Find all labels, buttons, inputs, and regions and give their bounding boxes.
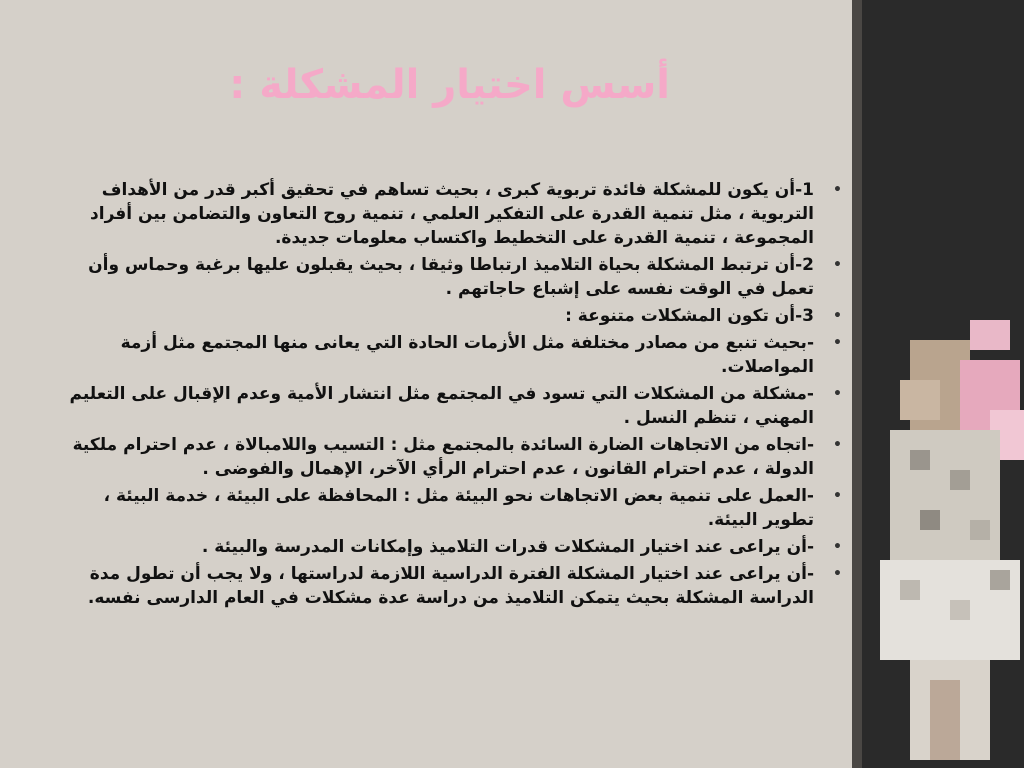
list-item-text: 1-أن يكون للمشكلة فائدة تربوية كبرى ، بحيث تساهم في تحقيق أكبر قدر من الأهداف التربوية ، مثل تنمية القدرة على التفكير العلمي ، تنمية روح التعاون والتضامن بين أفراد المجموعة ، تنمية القدرة على التخطيط واكتساب معلومات جديدة. — [90, 180, 814, 248]
slide-title: أسس اختيار المشكلة : — [229, 62, 670, 108]
bullet-icon: • — [833, 257, 842, 273]
list-item-text: -مشكلة من المشكلات التي تسود في المجتمع مثل انتشار الأمية وعدم الإقبال على التعليم المهني ، تنظم النسل . — [69, 384, 814, 428]
bullet-icon: • — [833, 308, 842, 324]
list-item — [60, 304, 844, 328]
bullet-icon: • — [833, 386, 842, 402]
list-item-text: -أن يراعى عند اختيار المشكلات قدرات التلاميذ وإمكانات المدرسة والبيئة . — [201, 537, 814, 557]
bullet-icon: • — [833, 566, 842, 582]
list-item — [60, 178, 844, 250]
bullet-icon: • — [833, 182, 842, 198]
list-item — [60, 433, 844, 481]
bullet-icon: • — [833, 488, 842, 504]
bullet-icon: • — [833, 335, 842, 351]
list-item — [60, 331, 844, 379]
list-item-text: -بحيث تنبع من مصادر مختلفة مثل الأزمات الحادة التي يعانى منها المجتمع مثل أزمة المواصلات. — [120, 333, 814, 377]
list-item — [60, 562, 844, 610]
list-item-text: 3-أن تكون المشكلات متنوعة : — [565, 306, 814, 326]
bullet-icon: • — [833, 437, 842, 453]
list-item — [60, 382, 844, 430]
list-item-text: -أن يراعى عند اختيار المشكلة الفترة الدراسية اللازمة لدراستها ، ولا يجب أن تطول مدة الدراسة المشكلة بحيث يتمكن التلاميذ من دراسة عدة مشكلات في العام الدارسى نفسه. — [87, 564, 814, 608]
decorative-figure-image — [880, 320, 1024, 768]
side-panel-edge — [852, 0, 862, 768]
content-list — [60, 178, 844, 613]
list-item — [60, 484, 844, 532]
list-item-text: -اتجاه من الاتجاهات الضارة السائدة بالمجتمع مثل : التسيب واللامبالاة ، عدم احترام ملكية الدولة ، عدم احترام القانون ، عدم احترام الرأي الآخر، الإهمال والفوضى . — [72, 435, 814, 479]
bullet-icon: • — [833, 539, 842, 555]
list-item — [60, 253, 844, 301]
list-item — [60, 535, 844, 559]
list-item-text: 2-أن ترتبط المشكلة بحياة التلاميذ ارتباطا وثيقا ، بحيث يقبلون عليها برغبة وحماس وأن تعمل في الوقت نفسه على إشباع حاجاتهم . — [88, 255, 814, 299]
list-item-text: -العمل على تنمية بعض الاتجاهات نحو البيئة مثل : المحافظة على البيئة ، خدمة البيئة ، تطوير البيئة. — [103, 486, 814, 530]
